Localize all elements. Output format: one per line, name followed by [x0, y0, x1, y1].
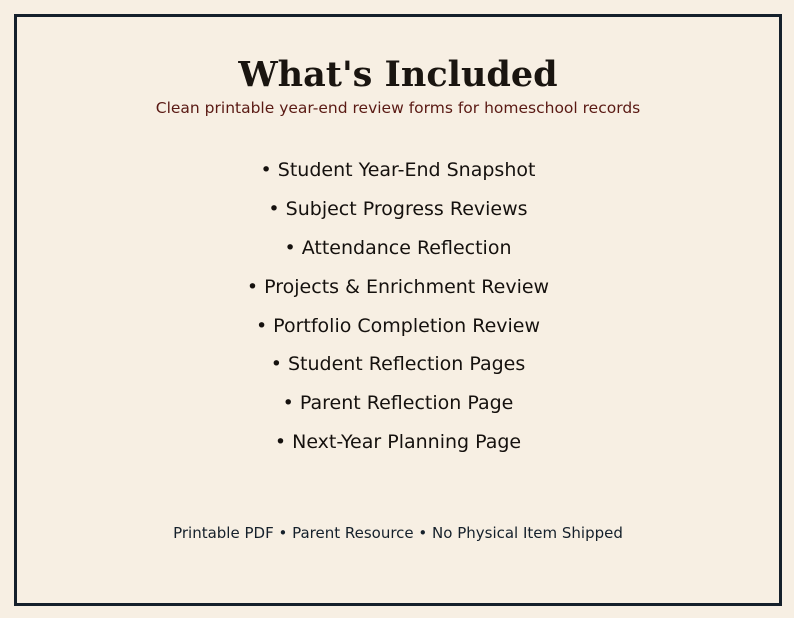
- list-item: • Student Year-End Snapshot: [260, 159, 536, 181]
- list-item: • Next-Year Planning Page: [274, 431, 522, 454]
- list-item: • Projects & Enrichment Review: [246, 275, 550, 298]
- list-item: • Parent Reflection Page: [282, 392, 514, 415]
- list-item: • Portfolio Completion Review: [255, 314, 541, 337]
- page-title: What's Included: [238, 54, 558, 95]
- list-item: • Attendance Reflection: [284, 236, 512, 259]
- page-border: [14, 14, 782, 606]
- list-item: • Student Reflection Pages: [270, 353, 526, 376]
- included-items-list: [17, 151, 779, 462]
- footer-note: Printable PDF • Parent Resource • No Physical Item Shipped: [173, 524, 623, 542]
- list-item: • Subject Progress Reviews: [268, 197, 528, 220]
- page-subtitle: Clean printable year-end review forms for homeschool records: [155, 99, 641, 117]
